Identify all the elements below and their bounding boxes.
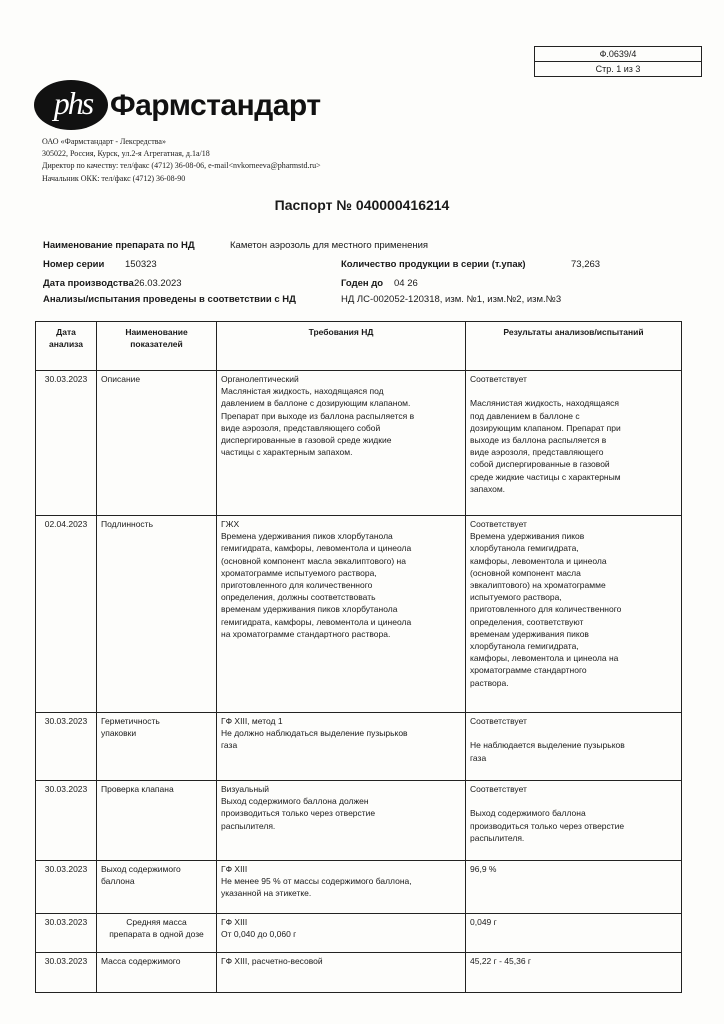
row-result: 96,9 % <box>466 861 682 914</box>
page-number: Стр. 1 из 3 <box>535 61 701 76</box>
row-result: Соответствует Времена удерживания пиков хлорбутанола гемигидрата, камфоры, левоментола и цинеола (основной компонент масла эвкалиптового) на хроматограмме испытуемого раствора, приготовленного для количественного определения, соответствуют временам удерживания пиков хлорбутанола гемигидрата, камфоры, левоментола и цинеола на хроматограмме стандартного раствора. <box>466 516 682 713</box>
logo-name: Фармстандарт <box>110 89 321 122</box>
form-code-box <box>534 46 702 77</box>
analysis-standard-value: НД ЛС-002052-120318, изм. №1, изм.№2, изм.№3 <box>341 294 562 305</box>
row-requirement: ГЖХ Времена удерживания пиков хлорбутанола гемигидрата, камфоры, левоментола и цинеола (основной компонент масла эвкалиптового) на хроматограмме испытуемого раствора, приготовленного для количественного определения, должны соответствовать временам удерживания пиков хлорбутанола гемигидрата, камфоры, левоментола и цинеола на хроматограмме стандартного раствора. <box>217 516 466 713</box>
header-requirements: Требования НД <box>217 322 466 371</box>
row-requirement: ГФ XIII От 0,040 до 0,060 г <box>217 914 466 953</box>
quantity-value: 73,263 <box>571 259 601 270</box>
analysis-standard-label: Анализы/испытания проведены в соответствии с НД <box>43 294 296 305</box>
row-indicator: Герметичность упаковки <box>97 713 217 781</box>
series-label: Номер серии <box>43 259 105 270</box>
company-info <box>42 136 321 185</box>
row-result: 0,049 г <box>466 914 682 953</box>
row-indicator: Проверка клапана <box>97 781 217 861</box>
row-indicator: Средняя масса препарата в одной дозе <box>97 914 217 953</box>
row-requirement: ГФ XIII Не менее 95 % от массы содержимого баллона, указанной на этикетке. <box>217 861 466 914</box>
quantity-label: Количество продукции в серии (т.упак) <box>341 259 526 270</box>
results-table <box>35 321 682 993</box>
row-indicator: Подлинность <box>97 516 217 713</box>
header-results: Результаты анализов/испытаний <box>466 322 682 371</box>
table-header-row <box>36 322 682 371</box>
row-indicator: Масса содержимого <box>97 953 217 993</box>
production-date-label: Дата производства <box>43 278 134 289</box>
row-indicator: Описание <box>97 371 217 516</box>
row-date: 30.03.2023 <box>36 371 97 516</box>
table-row <box>36 516 682 713</box>
production-date-value: 26.03.2023 <box>134 278 182 289</box>
company-quality-director: Директор по качеству: тел/факс (4712) 36-08-06, e-mail<nvkorneeva@pharmstd.ru> <box>42 161 321 171</box>
row-result: Соответствует Не наблюдается выделение пузырьков газа <box>466 713 682 781</box>
row-result: Соответствует Маслянистая жидкость, находящаяся под давлением в баллоне с дозирующим клапаном. Препарат при выходе из баллона распыляется в виде аэрозоля, представляющего собой диспергированные в газовой среде жидкие частицы с характерным запахом. <box>466 371 682 516</box>
row-date: 30.03.2023 <box>36 781 97 861</box>
expiry-label: Годен до <box>341 278 384 289</box>
company-qc-head: Начальник ОКК: тел/факс (4712) 36-08-90 <box>42 173 186 183</box>
row-requirement: Органолептический Масляністая жидкость, находящаяся под давлением в баллоне с дозирующим клапаном. Препарат при выходе из баллона распыляется в виде аэрозоля, представляющего собой диспергированные в газовой среде жидкие частицы с характерным запахом. <box>217 371 466 516</box>
product-value: Каметон аэрозоль для местного применения <box>230 240 429 251</box>
row-result: Соответствует Выход содержимого баллона производиться только через отверстие распылителя. <box>466 781 682 861</box>
expiry-value: 04 26 <box>394 278 418 289</box>
header-name: Наименование показателей <box>97 322 217 371</box>
form-code: Ф.0639/4 <box>599 49 637 59</box>
table-row <box>36 914 682 953</box>
company-name: ОАО «Фармстандарт - Лексредства» <box>42 137 166 146</box>
row-date: 30.03.2023 <box>36 713 97 781</box>
row-result: 45,22 г - 45,36 г <box>466 953 682 993</box>
row-requirement: Визуальный Выход содержимого баллона должен производиться только через отверстие распылителя. <box>217 781 466 861</box>
row-requirement: ГФ XIII, метод 1 Не должно наблюдаться выделение пузырьков газа <box>217 713 466 781</box>
table-row <box>36 713 682 781</box>
row-date: 30.03.2023 <box>36 953 97 993</box>
row-indicator: Выход содержимого баллона <box>97 861 217 914</box>
row-date: 30.03.2023 <box>36 861 97 914</box>
logo-mark: phs <box>53 85 93 121</box>
table-row <box>36 371 682 516</box>
series-value: 150323 <box>125 259 157 270</box>
product-label: Наименование препарата по НД <box>43 240 195 251</box>
table-row <box>36 953 682 993</box>
table-row <box>36 781 682 861</box>
header-date: Дата анализа <box>36 322 97 371</box>
company-address: 305022, Россия, Курск, ул.2-я Агрегатная, д.1а/18 <box>42 149 210 159</box>
row-requirement: ГФ XIII, расчетно-весовой <box>217 953 466 993</box>
table-row <box>36 861 682 914</box>
row-date: 30.03.2023 <box>36 914 97 953</box>
row-date: 02.04.2023 <box>36 516 97 713</box>
page-title: Паспорт № 040000416214 <box>274 197 450 213</box>
